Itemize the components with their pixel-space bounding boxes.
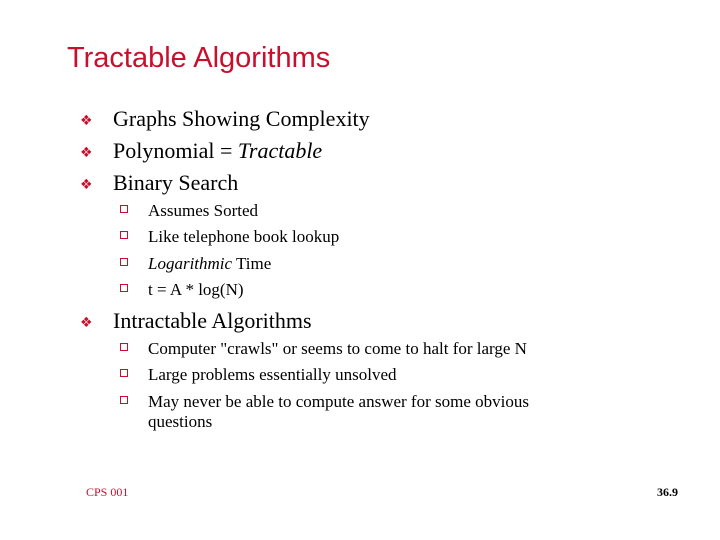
bullet-text: Graphs Showing Complexity — [113, 106, 370, 131]
sub-bullet-text: Large problems essentially unsolved — [148, 365, 397, 384]
course-label: CPS 001 — [86, 485, 129, 499]
diamond-bullet-icon: ❖ — [80, 113, 93, 129]
square-bullet-icon — [120, 284, 128, 292]
slide-number: 36.9 — [657, 485, 678, 499]
sub-bullet-text: May never be able to compute answer for some obvious questions — [148, 392, 529, 431]
bullet-text: Intractable Algorithms — [113, 308, 312, 333]
sub-bullet-text: t = A * log(N) — [148, 280, 244, 299]
diamond-bullet-icon: ❖ — [80, 145, 93, 161]
sub-bullet-text: Logarithmic Time — [148, 254, 272, 273]
square-bullet-icon — [120, 231, 128, 239]
diamond-bullet-icon: ❖ — [80, 177, 93, 193]
bullet-text: Polynomial = Tractable — [113, 138, 323, 163]
sub-bullet-text: Computer "crawls" or seems to come to halt for large N — [148, 339, 527, 358]
sub-bullet-text: Assumes Sorted — [148, 201, 259, 220]
slide-title: Tractable Algorithms — [67, 42, 331, 74]
square-bullet-icon — [120, 205, 128, 213]
square-bullet-icon — [120, 369, 128, 377]
square-bullet-icon — [120, 343, 128, 351]
square-bullet-icon — [120, 258, 128, 266]
sub-bullet-text: Like telephone book lookup — [148, 227, 340, 246]
bullet-text: Binary Search — [113, 170, 239, 195]
emphasis-text: Tractable — [237, 138, 323, 163]
square-bullet-icon — [120, 396, 128, 404]
emphasis-text: Logarithmic — [148, 254, 233, 273]
diamond-bullet-icon: ❖ — [80, 315, 93, 331]
